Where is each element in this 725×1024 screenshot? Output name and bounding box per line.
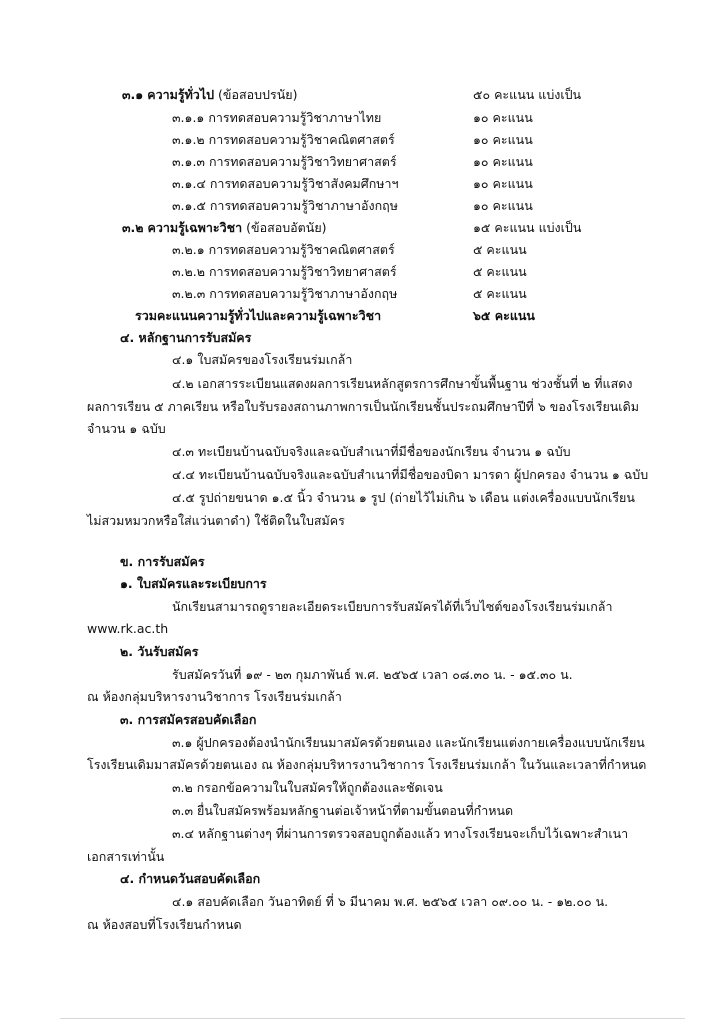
b2-heading: ๒. วันรับสมัคร xyxy=(120,644,199,659)
b2-text-line-1: รับสมัครวันที่ ๑๙ - ๒๓ กุมภาพันธ์ พ.ศ. ๒๕๖๕ เวลา ๐๘.๓๐ น. - ๑๕.๓๐ น. xyxy=(172,667,573,682)
doc-4-2-line-2: ผลการเรียน ๕ ภาคเรียน หรือใบรับรองสถานภาพการเป็นนักเรียนชั้นประถมศึกษาปีที่ ๖ ของโรงเรียนเดิม xyxy=(87,399,639,414)
item-3-1-4-score: ๑๐ คะแนน xyxy=(473,176,533,191)
section-3-2-number: ๓.๒ xyxy=(122,220,144,235)
item-3-1-3-score: ๑๐ คะแนน xyxy=(473,154,533,169)
section-3-1-title: ความรู้ทั่วไป xyxy=(147,87,215,102)
section-3-1-number: ๓.๑ xyxy=(122,87,144,102)
scan-edge-line xyxy=(60,1018,685,1019)
item-3-2-3-score: ๕ คะแนน xyxy=(473,286,527,301)
b3-1-line-2: โรงเรียนเดิมมาสมัครด้วยตนเอง ณ ห้องกลุ่มบริหารงานวิชาการ โรงเรียนร่มเกล้า ในวันและเวลาที่กำหนด xyxy=(87,757,647,772)
b4-1-line-2: ณ ห้องสอบที่โรงเรียนกำหนด xyxy=(87,917,242,932)
b1-text-line-1: นักเรียนสามารถดูรายละเอียดระเบียบการรับสมัครได้ที่เว็บไซต์ของโรงเรียนร่มเกล้า xyxy=(172,599,613,614)
section-3-2-title: ความรู้เฉพาะวิชา xyxy=(147,220,243,235)
b1-heading: ๑. ใบสมัครและระเบียบการ xyxy=(120,576,267,591)
b3-4-line-1: ๓.๔ หลักฐานต่างๆ ที่ผ่านการตรวจสอบถูกต้องแล้ว ทางโรงเรียนจะเก็บไว้เฉพาะสำเนา xyxy=(172,826,629,841)
section-3-1-score: ๕๐ คะแนน แบ่งเป็น xyxy=(473,87,582,102)
item-3-1-5: ๓.๑.๕ การทดสอบความรู้วิชาภาษาอังกฤษ xyxy=(172,198,398,213)
section-4-heading: ๔. หลักฐานการรับสมัคร xyxy=(120,330,252,345)
section-3-2-heading xyxy=(122,219,327,237)
doc-4-5-line-1: ๔.๕ รูปถ่ายขนาด ๑.๕ นิ้ว จำนวน ๑ รูป (ถ่ายไว้ไม่เกิน ๖ เดือน แต่งเครื่องแบบนักเรียน xyxy=(172,490,635,505)
b3-4-line-2: เอกสารเท่านั้น xyxy=(87,849,165,864)
doc-4-5-line-2: ไม่สวมหมวกหรือใส่แว่นตาดำ) ใช้ติดในใบสมัคร xyxy=(87,513,345,528)
doc-4-2-line-3: จำนวน ๑ ฉบับ xyxy=(87,421,166,436)
item-3-2-3: ๓.๒.๓ การทดสอบความรู้วิชาภาษาอังกฤษ xyxy=(172,286,398,301)
b4-1-line-1: ๔.๑ สอบคัดเลือก วันอาทิตย์ ที่ ๖ มีนาคม พ.ศ. ๒๕๖๕ เวลา ๐๙.๐๐ น. - ๑๒.๐๐ น. xyxy=(172,894,609,909)
total-score-value: ๖๕ คะแนน xyxy=(473,308,535,323)
section-b-heading: ข. การรับสมัคร xyxy=(120,554,205,569)
doc-4-1: ๔.๑ ใบสมัครของโรงเรียนร่มเกล้า xyxy=(172,352,353,367)
item-3-2-1-score: ๕ คะแนน xyxy=(473,242,527,257)
doc-4-3: ๔.๓ ทะเบียนบ้านฉบับจริงและฉบับสำเนาที่มีชื่อของนักเรียน จำนวน ๑ ฉบับ xyxy=(172,444,571,459)
section-3-1-note: (ข้อสอบปรนัย) xyxy=(218,87,298,102)
item-3-1-1-score: ๑๐ คะแนน xyxy=(473,110,533,125)
item-3-2-2-score: ๕ คะแนน xyxy=(473,264,527,279)
item-3-1-3: ๓.๑.๓ การทดสอบความรู้วิชาวิทยาศาสตร์ xyxy=(172,154,397,169)
item-3-1-2: ๓.๑.๒ การทดสอบความรู้วิชาคณิตศาสตร์ xyxy=(172,132,395,147)
b3-1-line-1: ๓.๑ ผู้ปกครองต้องนำนักเรียนมาสมัครด้วยตนเอง และนักเรียนแต่งกายเครื่องแบบนักเรียน xyxy=(172,735,645,750)
total-score-label: รวมคะแนนความรู้ทั่วไปและความรู้เฉพาะวิชา xyxy=(135,308,382,323)
doc-4-4: ๔.๔ ทะเบียนบ้านฉบับจริงและฉบับสำเนาที่มีชื่อของบิดา มารดา ผู้ปกครอง จำนวน ๑ ฉบับ xyxy=(172,467,649,482)
section-3-1-heading xyxy=(122,86,297,104)
website-url: www.rk.ac.th xyxy=(87,621,169,636)
item-3-1-1: ๓.๑.๑ การทดสอบความรู้วิชาภาษาไทย xyxy=(172,110,382,125)
item-3-2-1: ๓.๒.๑ การทดสอบความรู้วิชาคณิตศาสตร์ xyxy=(172,242,395,257)
doc-4-2-line-1: ๔.๒ เอกสารระเบียนแสดงผลการเรียนหลักสูตรการศึกษาขั้นพื้นฐาน ช่วงชั้นที่ ๒ ที่แสดง xyxy=(172,376,633,391)
b3-3: ๓.๓ ยื่นใบสมัครพร้อมหลักฐานต่อเจ้าหน้าที่ตามขั้นตอนที่กำหนด xyxy=(172,803,514,818)
item-3-1-4: ๓.๑.๔ การทดสอบความรู้วิชาสังคมศึกษาฯ xyxy=(172,176,399,191)
section-3-2-score: ๑๕ คะแนน แบ่งเป็น xyxy=(473,220,582,235)
item-3-1-2-score: ๑๐ คะแนน xyxy=(473,132,533,147)
item-3-2-2: ๓.๒.๒ การทดสอบความรู้วิชาวิทยาศาสตร์ xyxy=(172,264,397,279)
b3-2: ๓.๒ กรอกข้อความในใบสมัครให้ถูกต้องและชัดเจน xyxy=(172,780,443,795)
section-3-2-note: (ข้อสอบอัตนัย) xyxy=(246,220,327,235)
b2-text-line-2: ณ ห้องกลุ่มบริหารงานวิชาการ โรงเรียนร่มเกล้า xyxy=(87,689,342,704)
b4-heading: ๔. กำหนดวันสอบคัดเลือก xyxy=(120,871,261,886)
b3-heading: ๓. การสมัครสอบคัดเลือก xyxy=(120,712,257,727)
item-3-1-5-score: ๑๐ คะแนน xyxy=(473,198,533,213)
